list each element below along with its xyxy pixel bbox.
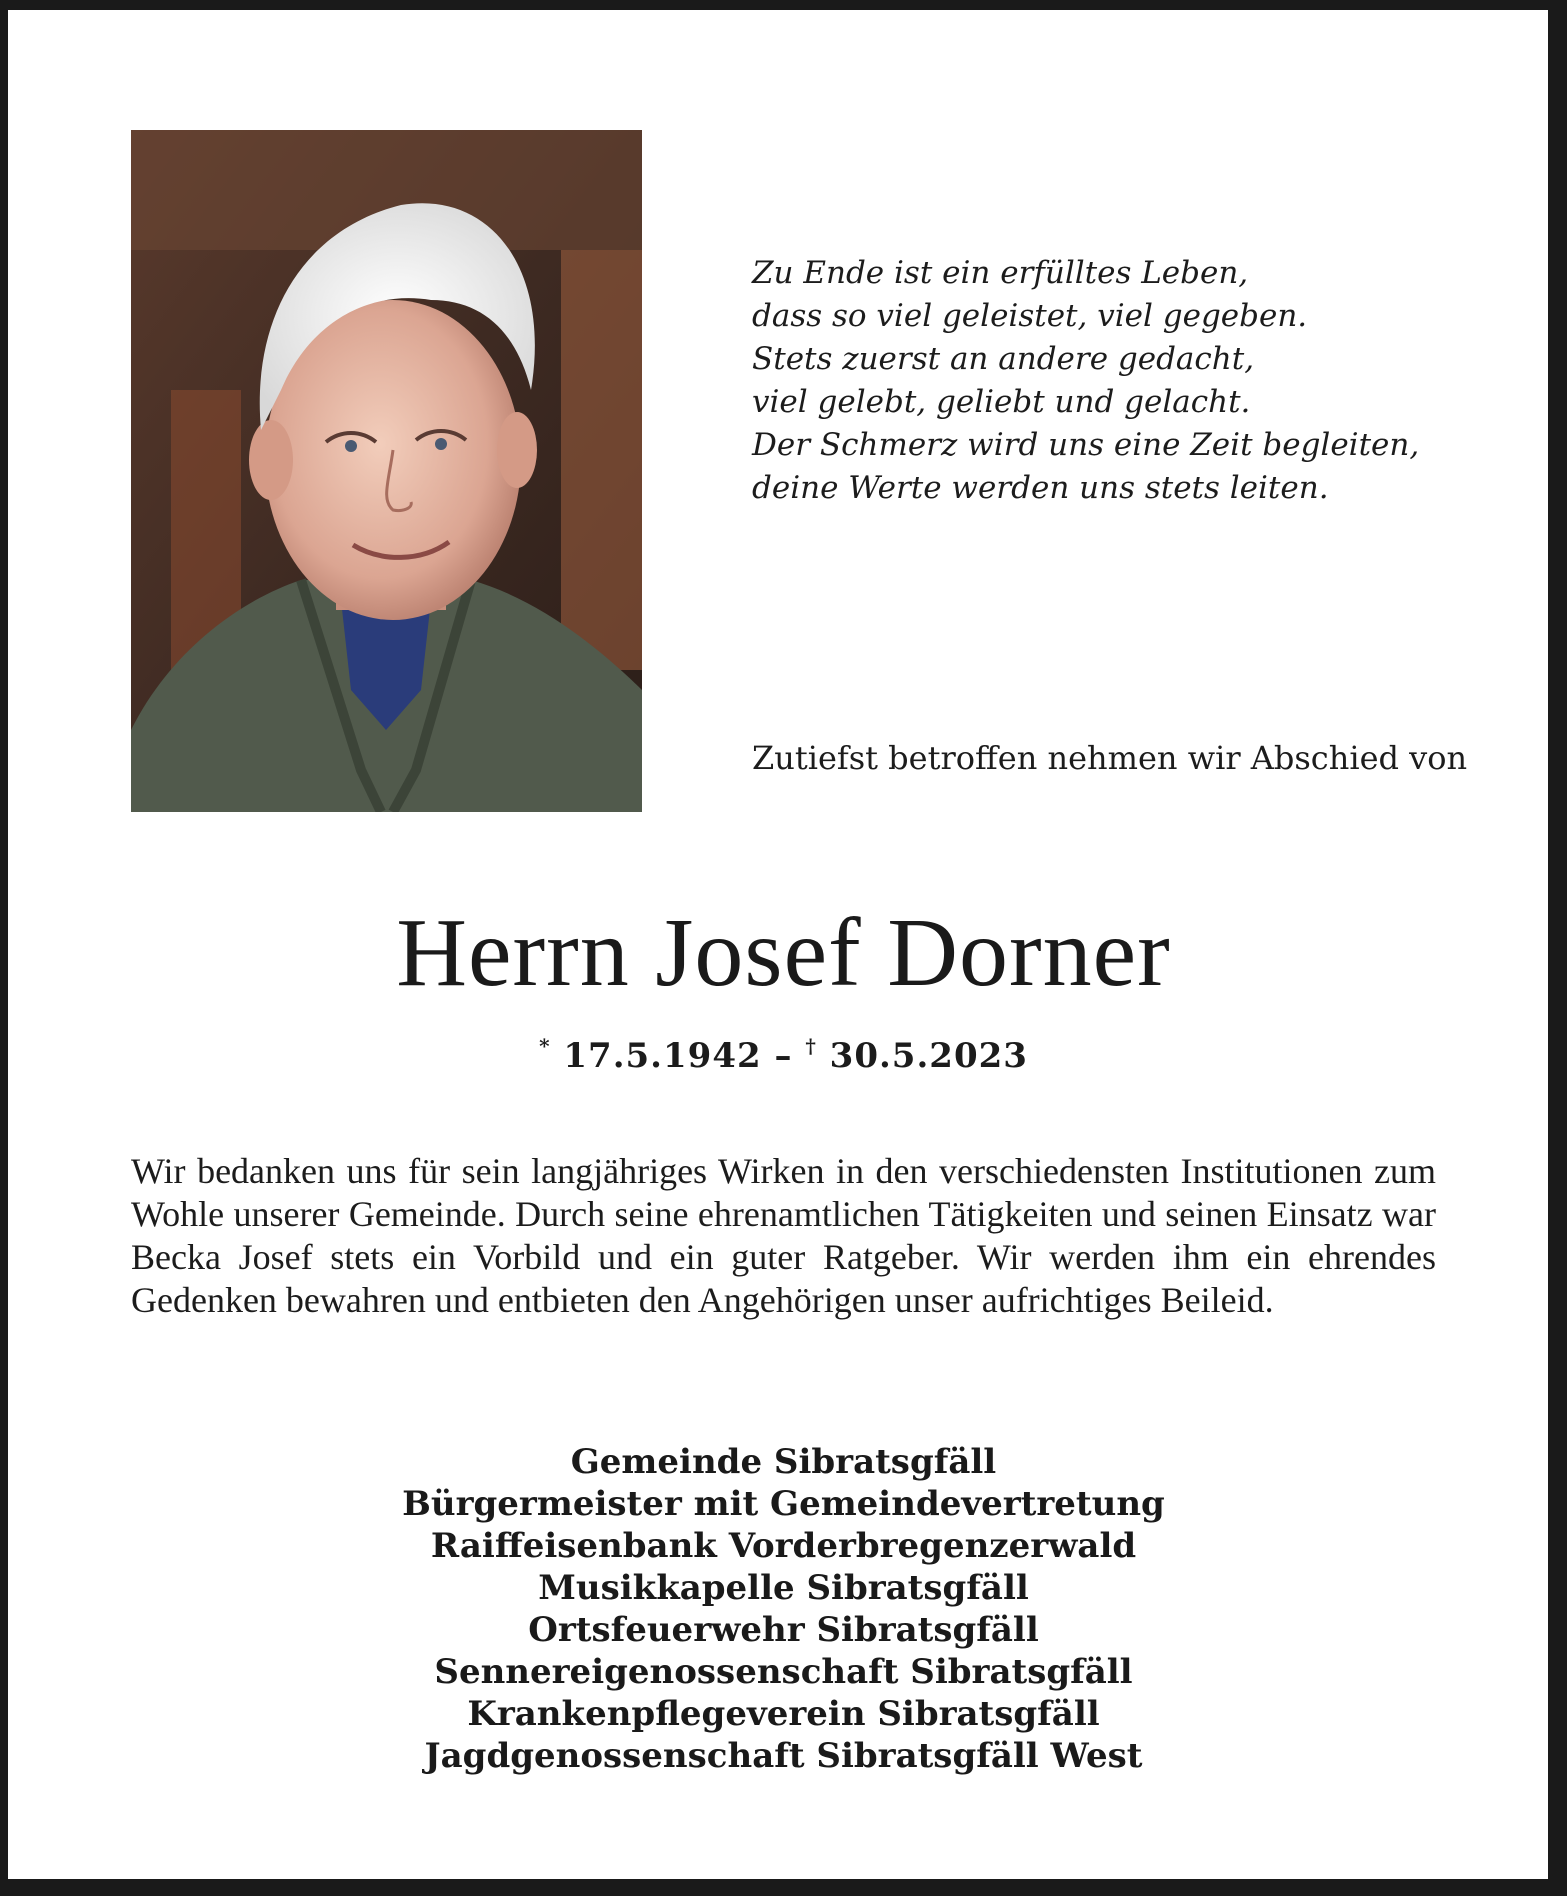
portrait-photo: [131, 130, 642, 812]
signers-list: [0, 1441, 1567, 1777]
signer: Ortsfeuerwehr Sibratsgfäll: [528, 1610, 1039, 1650]
signer: Bürgermeister mit Gemeindevertretung: [402, 1484, 1165, 1524]
birth-date: 17.5.1942: [563, 1036, 762, 1076]
poem: [752, 252, 1472, 510]
signer: Raiffeisenbank Vorderbregenzerwald: [430, 1526, 1137, 1566]
signer: Krankenpflegeverein Sibratsgfäll: [467, 1694, 1100, 1734]
poem-line: Zu Ende ist ein erfülltes Leben,: [752, 255, 1249, 291]
signer: Jagdgenossenschaft Sibratsgfäll West: [424, 1736, 1143, 1776]
date-separator: –: [774, 1036, 793, 1076]
death-date: 30.5.2023: [829, 1036, 1028, 1076]
poem-line: Der Schmerz wird uns eine Zeit begleiten,: [752, 427, 1420, 463]
death-symbol: †: [805, 1034, 817, 1058]
signer: Sennereigenossenschaft Sibratsgfäll: [434, 1652, 1133, 1692]
deceased-name: Herrn Josef Dorner: [396, 899, 1171, 1007]
portrait-image: [131, 130, 642, 812]
condolence-message: Wir bedanken uns für sein langjähriges Wirken in den verschiedensten Institutionen zum Wohle unserer Gemeinde. Durch seine ehrenamtlichen Tätigkeiten und seinen Einsatz war Becka Josef stets ein Vorbild und ein guter Ratgeber. Wir werden ihm ein ehrendes Gedenken bewahren und entbieten den Angehörigen unser aufrichtiges Beileid.: [131, 1151, 1436, 1320]
poem-line: Stets zuerst an andere gedacht,: [752, 341, 1255, 377]
farewell-intro: Zutiefst betroffen nehmen wir Abschied von: [752, 739, 1468, 777]
birth-symbol: *: [539, 1034, 551, 1058]
signer: Musikkapelle Sibratsgfäll: [538, 1568, 1029, 1608]
poem-line: deine Werte werden uns stets leiten.: [752, 470, 1329, 506]
poem-line: dass so viel geleistet, viel gegeben.: [752, 298, 1308, 334]
life-dates: [0, 1024, 1567, 1078]
poem-line: viel gelebt, geliebt und gelacht.: [752, 384, 1251, 420]
signer: Gemeinde Sibratsgfäll: [570, 1442, 997, 1482]
